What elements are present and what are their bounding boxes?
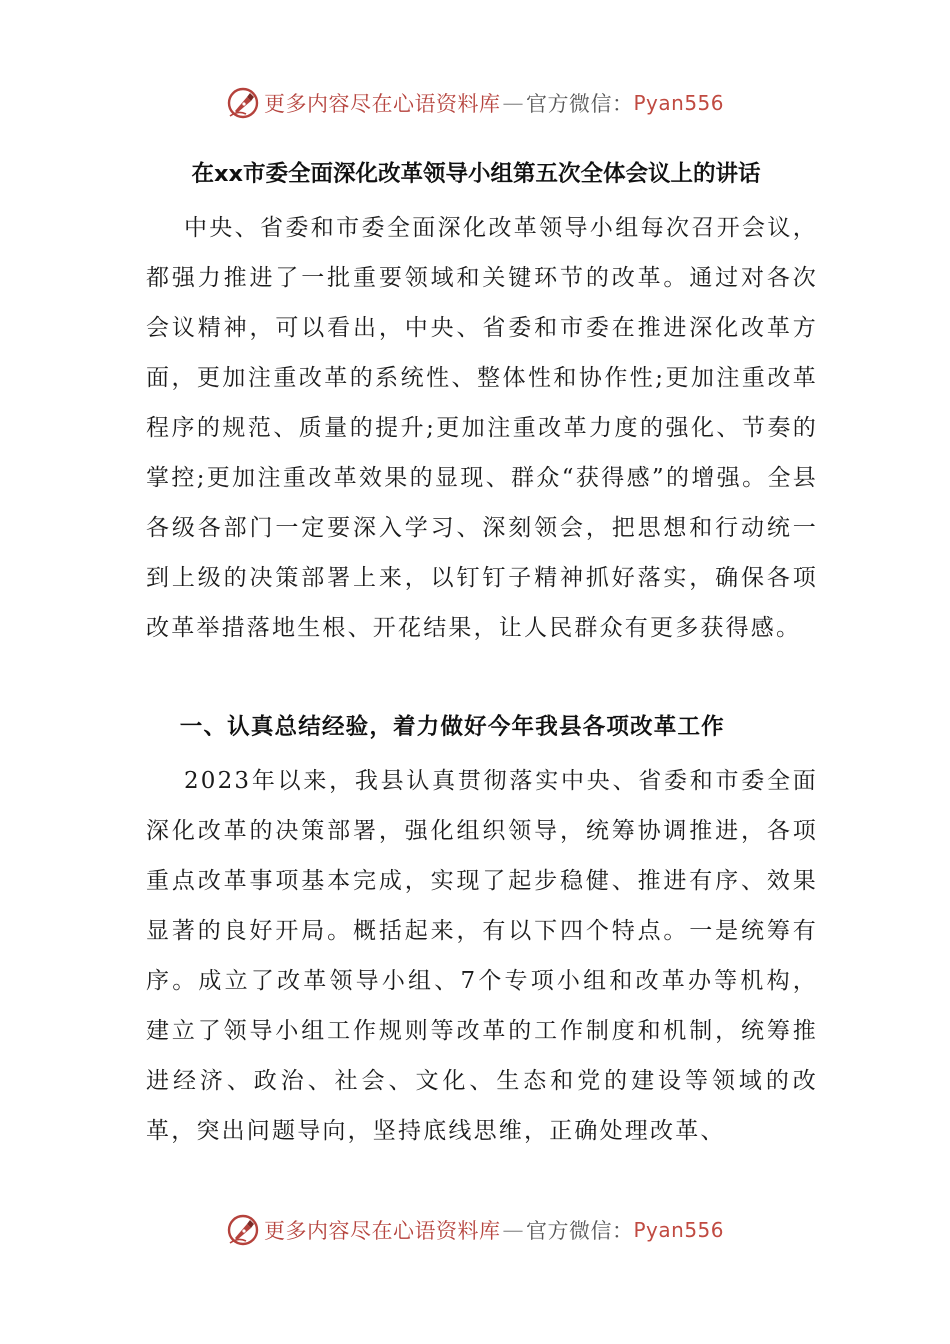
watermark-banner-bottom <box>0 1208 950 1252</box>
watermark-dash: — <box>502 91 524 115</box>
pen-nib-logo-icon <box>226 1213 260 1247</box>
paragraph-1: 中央、省委和市委全面深化改革领导小组每次召开会议，都强力推进了一批重要领域和关键环节的改革。通过对各次会议精神，可以看出，中央、省委和市委在推进深化改革方面，更加注重改革的系统性、整体性和协作性;更加注重改革程序的规范、质量的提升;更加注重改革力度的强化、节奏的掌控;更加注重改革效果的显现、群众“获得感”的增强。全县各级各部门一定要深入学习、深刻领会，把思想和行动统一到上级的决策部署上来，以钉钉子精神抓好落实，确保各项改革举措落地生根、开花结果，让人民群众有更多获得感。 <box>146 215 818 641</box>
watermark-wechat-label: 官方微信： <box>525 1219 634 1243</box>
watermark-banner-top <box>0 81 950 125</box>
document-title: 在xx市委全面深化改革领导小组第五次全体会议上的讲话 <box>191 161 761 187</box>
section-heading-1: 一、认真总结经验，着力做好今年我县各项改革工作 <box>179 714 725 740</box>
watermark-site-text: 更多内容尽在心语资料库 <box>263 92 501 116</box>
paragraph-2: 2023年以来，我县认真贯彻落实中央、省委和市委全面深化改革的决策部署，强化组织领导，统筹协调推进，各项重点改革事项基本完成，实现了起步稳健、推进有序、效果显著的良好开局。概括起来，有以下四个特点。一是统筹有序。成立了改革领导小组、7个专项小组和改革办等机构，建立了领导小组工作规则等改革的工作制度和机制，统筹推进经济、政治、社会、文化、生态和党的建设等领域的改革，突出问题导向，坚持底线思维，正确处理改革、 <box>146 768 818 1144</box>
watermark-wechat-label: 官方微信： <box>525 92 634 116</box>
watermark-handle: Pyan556 <box>633 91 724 115</box>
watermark-dash: — <box>502 1218 524 1242</box>
pen-nib-logo-icon <box>226 86 260 120</box>
watermark-site-text: 更多内容尽在心语资料库 <box>263 1219 501 1243</box>
watermark-handle: Pyan556 <box>633 1218 724 1242</box>
